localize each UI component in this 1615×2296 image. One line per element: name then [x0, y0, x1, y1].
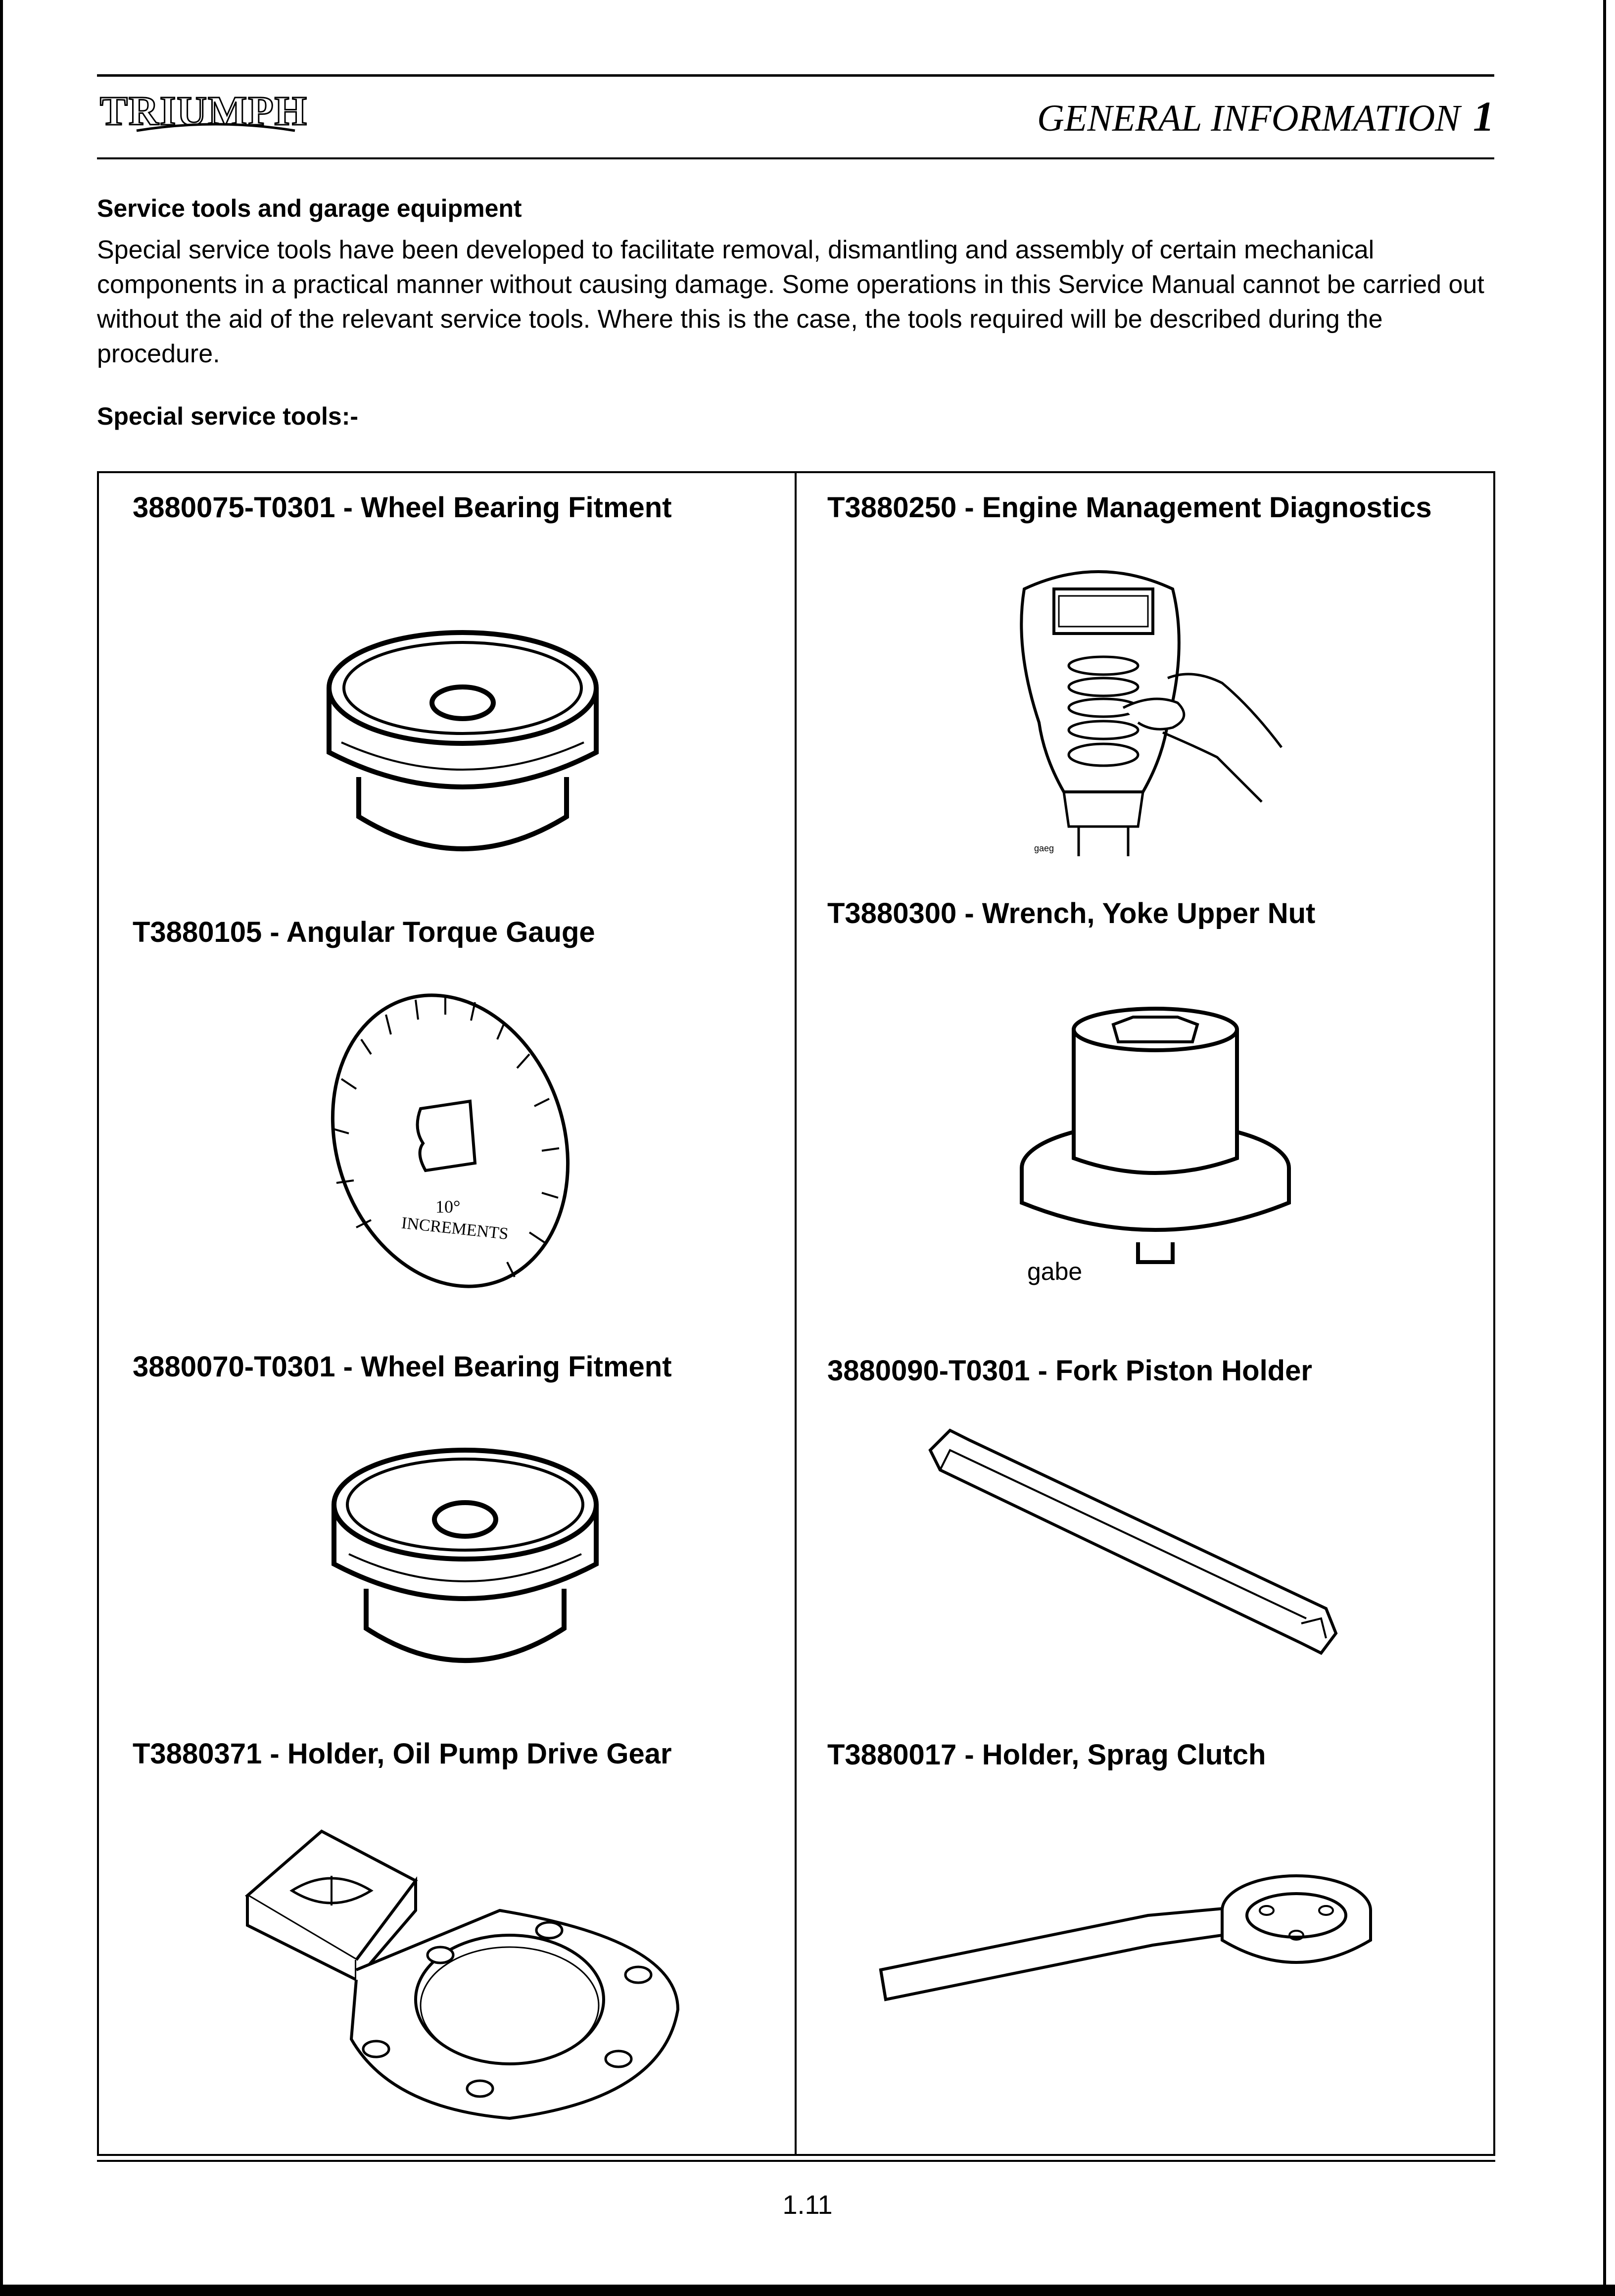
tool-label-wheel-bearing-fitment-1: 3880075-T0301 - Wheel Bearing Fitment — [133, 491, 672, 524]
scan-edge-bottom — [0, 2285, 1615, 2296]
chapter-number: 1 — [1473, 93, 1494, 140]
header-bottom-rule — [97, 157, 1494, 159]
section-heading: Service tools and garage equipment — [97, 195, 522, 222]
drawing-code-gabe: gabe — [1027, 1258, 1083, 1285]
tool-label-sprag-clutch-holder: T3880017 - Holder, Sprag Clutch — [827, 1739, 1266, 1771]
chapter-title — [1037, 89, 1494, 144]
tool-label-engine-management-diagnostics: T3880250 - Engine Management Diagnostics — [827, 491, 1432, 524]
bearing-fitment-icon — [322, 629, 604, 881]
page-number: 1.11 — [782, 2190, 833, 2220]
header-top-rule — [97, 74, 1494, 77]
table-bottom-rule — [97, 2160, 1495, 2162]
table-column-divider — [795, 473, 797, 2154]
gear-holder-icon — [233, 1821, 688, 2123]
tools-heading: Special service tools:- — [97, 402, 359, 430]
scan-edge-left — [0, 0, 3, 2296]
drawing-code-gaeg: gaeg — [1034, 843, 1054, 853]
svg-text:TRIUMPH: TRIUMPH — [100, 88, 308, 134]
tool-label-oil-pump-gear-holder: T3880371 - Holder, Oil Pump Drive Gear — [133, 1738, 672, 1770]
tool-label-fork-piston-holder: 3880090-T0301 - Fork Piston Holder — [827, 1355, 1312, 1387]
sprag-holder-icon — [871, 1871, 1380, 2103]
triumph-logo — [97, 83, 330, 138]
dial-text-increments: INCREMENTS — [400, 1214, 510, 1244]
yoke-wrench-icon — [1014, 1010, 1296, 1267]
fork-holder-icon — [920, 1420, 1356, 1663]
tool-label-yoke-upper-nut-wrench: T3880300 - Wrench, Yoke Upper Nut — [827, 897, 1316, 929]
intro-paragraph: Special service tools have been developed to facilitate removal, dismantling and assembly of certain mechanical components in a practical manner without causing damage. Some operations in this Service Manual cannot be carried out without the aid of the relevant service tools. Where this is the case, the tools required will be described during the procedure. — [97, 236, 1484, 368]
dial-text-10-degrees: 10° — [435, 1197, 461, 1217]
chapter-title-text: GENERAL INFORMATION — [1037, 98, 1460, 139]
angle-gauge-icon — [317, 985, 584, 1297]
tool-label-wheel-bearing-fitment-2: 3880070-T0301 - Wheel Bearing Fitment — [133, 1351, 672, 1383]
tool-label-angular-torque-gauge: T3880105 - Angular Torque Gauge — [133, 916, 595, 948]
diagnostic-handset-icon — [1004, 559, 1291, 861]
bearing-fitment-icon — [327, 1445, 604, 1693]
scan-edge-right — [1603, 0, 1606, 2296]
